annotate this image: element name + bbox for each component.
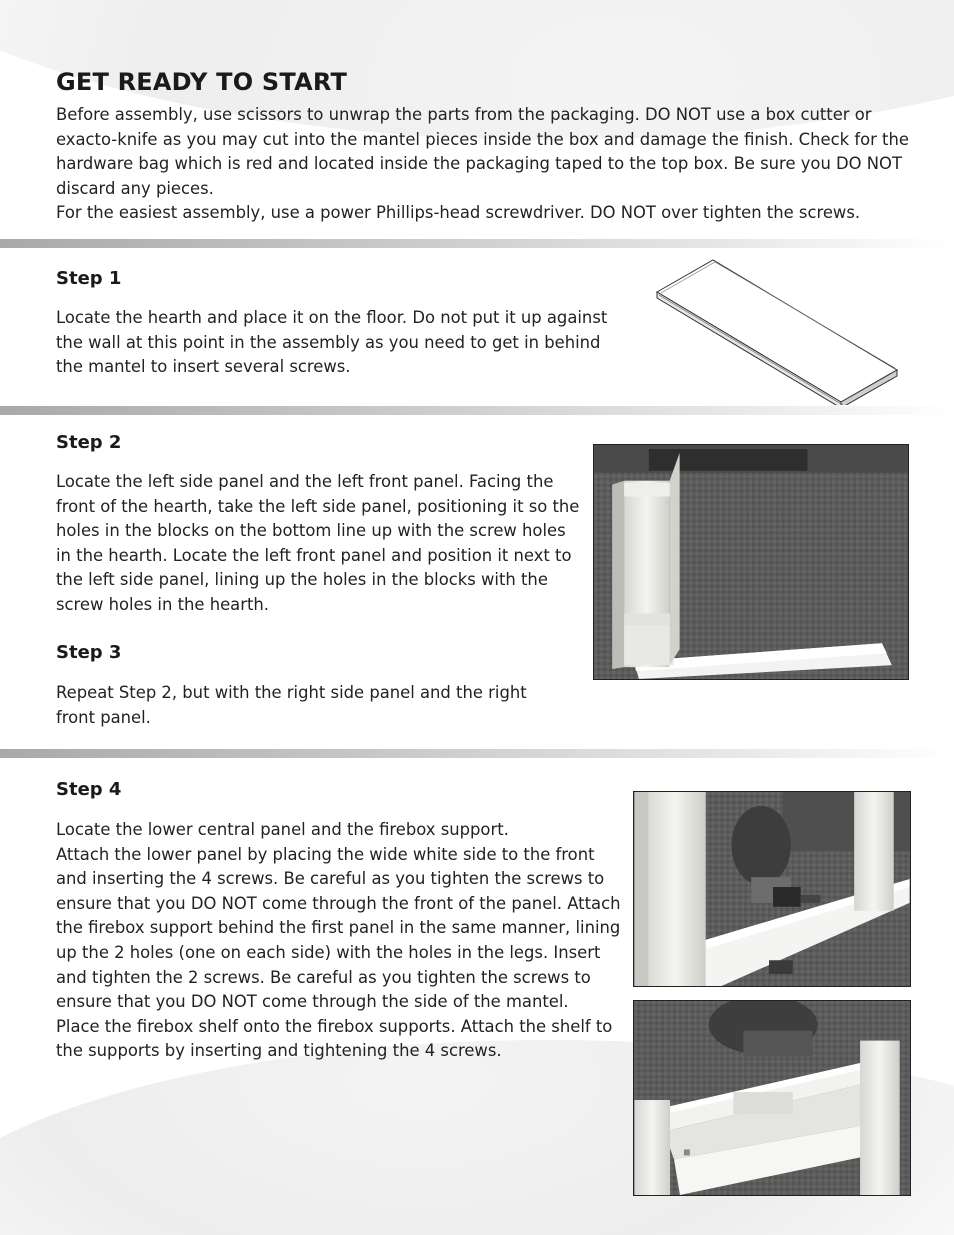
step-4-text-line3: Place the firebox shelf onto the firebox supports. Attach the shelf to the supports by inserting and tightening the 4 screws.: [56, 1016, 613, 1061]
section-divider: [0, 239, 954, 248]
step-1-title: Step 1: [56, 268, 122, 289]
step-1-text: Locate the hearth and place it on the floor. Do not put it up against the wall at this point in the assembly as you need to get in behind the mantel to insert several screws.: [56, 308, 608, 377]
step4-photo-bottom: [633, 1000, 911, 1196]
step-3-text: Repeat Step 2, but with the right side panel and the right front panel.: [56, 683, 527, 727]
step-2-text: Locate the left side panel and the left front panel. Facing the front of the hearth, take the left side panel, positioning it so the holes in the blocks on the bottom line up with the screw holes in the hearth. Locate the left front panel and position it next to the left side panel, lining up the holes in the blocks with the screw holes in the hearth.: [56, 472, 580, 614]
section-divider: [0, 406, 954, 415]
step-3-title: Step 3: [56, 642, 122, 663]
step2-photo: [593, 444, 909, 680]
intro-tool-note: For the easiest assembly, use a power Phillips-head screwdriver. DO NOT over tighten the screws.: [56, 203, 861, 222]
step-4-title: Step 4: [56, 779, 122, 800]
step-4-text-line1: Locate the lower central panel and the firebox support.: [56, 820, 509, 839]
section-divider: [0, 749, 954, 758]
page-title: GET READY TO START: [56, 68, 348, 96]
hearth-drawing: [645, 250, 941, 405]
step-2-title: Step 2: [56, 432, 122, 453]
intro-paragraph: Before assembly, use scissors to unwrap the parts from the packaging. DO NOT use a box cutter or exacto-knife as you may cut into the mantel pieces inside the box and damage the finish. Check for the hardware bag which is red and located inside the packaging taped to the top box. Be sure you DO NOT discard any pieces.: [56, 105, 909, 198]
step-4-text-line2: Attach the lower panel by placing the wide white side to the front and inserting the 4 screws. Be careful as you tighten the screws to ensure that you DO NOT come through the front of the panel. Attach the firebox support behind the first panel in the same manner, lining up the 2 holes (one on each side) with the holes in the legs. Insert and tighten the 2 screws. Be careful as you tighten the screws to ensure that you DO NOT come through the side of the mantel.: [56, 844, 621, 1012]
step4-photo-top: [633, 791, 911, 987]
step-4-text: [56, 818, 626, 1064]
